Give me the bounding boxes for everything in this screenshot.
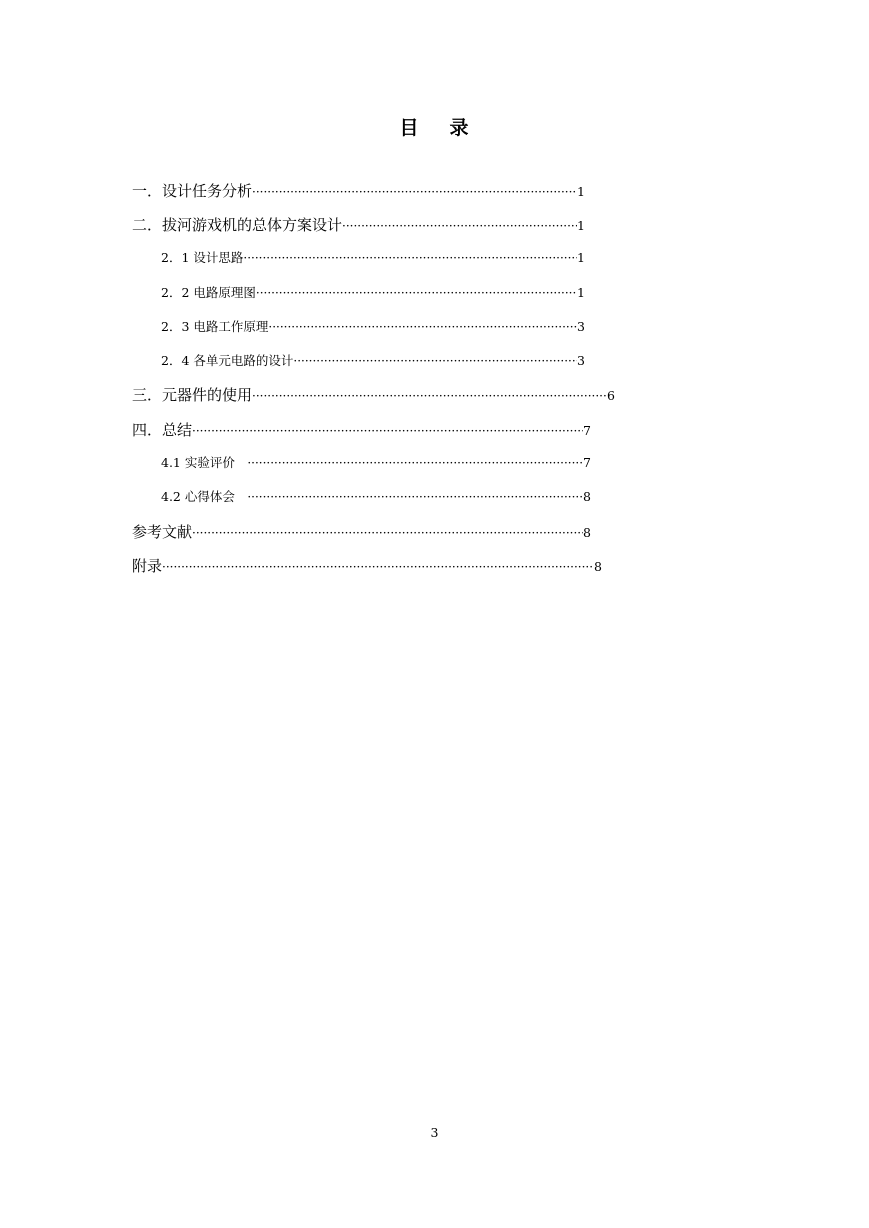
toc-entry-text: 参考文献 — [132, 523, 193, 541]
toc-leader-dots — [256, 281, 577, 305]
toc-entry-unit-circuit-design[interactable] — [161, 349, 585, 373]
toc-leader-dots — [252, 384, 607, 408]
toc-leader-dots — [252, 180, 577, 204]
toc-entry-page: 7 — [583, 455, 591, 470]
toc-entry-references[interactable] — [132, 520, 591, 544]
toc-entry-overall-scheme[interactable] — [132, 213, 585, 237]
toc-entry-experiment-evaluation[interactable] — [161, 451, 591, 475]
toc-leader-dots — [192, 419, 583, 443]
toc-entry-page: 1 — [577, 218, 585, 233]
toc-entry-circuit-schematic[interactable] — [161, 281, 585, 305]
title-part-2: 录 — [449, 117, 470, 139]
page-title — [0, 114, 869, 142]
toc-leader-dots — [247, 485, 583, 509]
toc-entry-text: 4.1 实验评价 — [161, 455, 248, 470]
toc-leader-dots — [162, 555, 594, 579]
toc-entry-page: 3 — [577, 353, 585, 368]
page-number: 3 — [430, 1125, 439, 1140]
toc-entry-text: 4.2 心得体会 — [161, 489, 248, 504]
toc-entry-page: 8 — [594, 559, 602, 574]
toc-entry-page: 6 — [607, 388, 615, 403]
toc-entry-page: 1 — [577, 285, 585, 300]
toc-entry-text: 2．1 设计思路 — [161, 250, 244, 265]
toc-entry-text: 一．设计任务分析 — [132, 182, 253, 200]
toc-leader-dots — [268, 315, 577, 339]
toc-entry-appendix[interactable] — [132, 554, 602, 578]
toc-entry-page: 3 — [577, 319, 585, 334]
toc-entry-design-approach[interactable] — [161, 246, 585, 270]
toc-entry-summary[interactable] — [132, 418, 591, 442]
toc-entry-text: 2．2 电路原理图 — [161, 285, 256, 300]
toc-entry-page: 1 — [577, 184, 585, 199]
toc-entry-reflections[interactable] — [161, 485, 591, 509]
toc-entry-text: 三．元器件的使用 — [132, 386, 253, 404]
toc-entry-text: 二．拔河游戏机的总体方案设计 — [132, 216, 343, 234]
title-part-1: 目 — [399, 117, 420, 139]
toc-entry-text: 2．4 各单元电路的设计 — [161, 353, 294, 368]
toc-leader-dots — [293, 349, 577, 373]
toc-entry-text: 2．3 电路工作原理 — [161, 319, 269, 334]
toc-entry-text: 四．总结 — [132, 421, 193, 439]
toc-entry-components[interactable] — [132, 383, 615, 407]
toc-entry-text: 附录 — [132, 557, 163, 575]
toc-entry-page: 8 — [583, 525, 591, 540]
toc-entry-design-task-analysis[interactable] — [132, 179, 585, 203]
toc-entry-page: 8 — [583, 489, 591, 504]
toc-leader-dots — [243, 246, 577, 270]
toc-entry-page: 7 — [583, 423, 591, 438]
toc-entry-page: 1 — [577, 250, 585, 265]
toc-leader-dots — [192, 521, 583, 545]
toc-entry-circuit-operation[interactable] — [161, 315, 585, 339]
toc-leader-dots — [247, 451, 583, 475]
toc-leader-dots — [342, 214, 577, 238]
